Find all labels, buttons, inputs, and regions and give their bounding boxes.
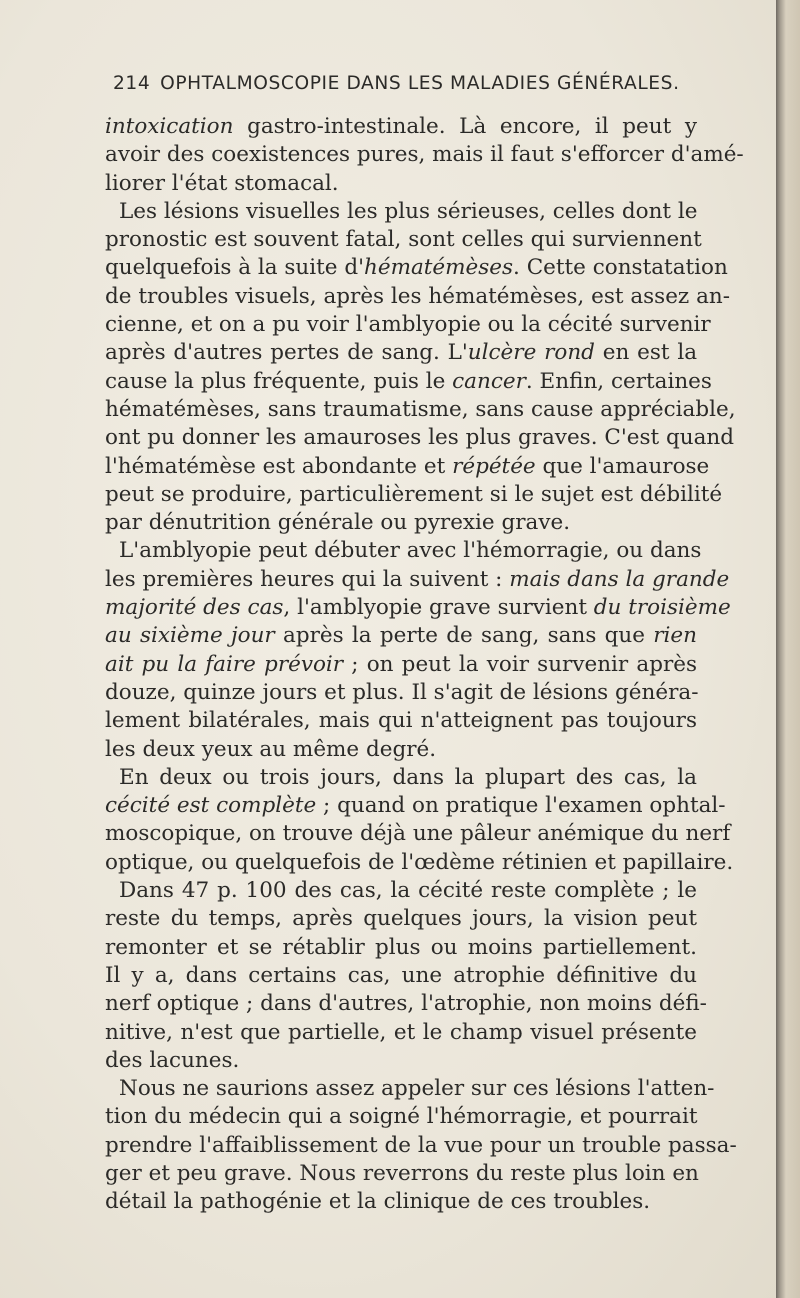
text-run: En deux ou trois jours, dans la plupart des cas, la — [119, 764, 697, 790]
running-title: OPHTALMOSCOPIE DANS LES MALADIES GÉNÉRALES. — [160, 72, 680, 94]
text-line — [105, 481, 723, 509]
text-run: cienne, et on a pu voir l'amblyopie ou la cécité survenir — [105, 312, 711, 338]
text-line — [105, 594, 731, 622]
text-line — [105, 339, 697, 367]
text-line — [105, 1160, 697, 1188]
text-run: après la perte de sang, sans que — [274, 623, 654, 649]
text-line — [105, 651, 697, 679]
text-line — [105, 537, 702, 565]
text-run: par dénutrition générale ou pyrexie grave. — [105, 510, 571, 536]
italic-text: cancer — [452, 368, 526, 394]
text-line — [105, 792, 726, 820]
text-line — [105, 283, 731, 311]
text-run: ont pu donner les amauroses les plus graves. C'est quand — [105, 425, 735, 451]
italic-text: rien — [653, 623, 697, 649]
text-line — [105, 254, 728, 282]
text-line — [105, 905, 697, 933]
text-line — [105, 707, 697, 735]
text-line — [105, 509, 697, 537]
text-line — [105, 1103, 697, 1131]
text-run: Dans 47 p. 100 des cas, la cécité reste complète ; le — [119, 878, 697, 904]
text-line — [105, 849, 734, 877]
italic-text: mais dans la grande — [509, 566, 730, 592]
text-line — [105, 934, 697, 962]
italic-text: intoxication — [105, 114, 234, 139]
text-run: pronostic est souvent fatal, sont celles qui surviennent — [105, 227, 702, 253]
text-run: de troubles visuels, après les hématémèses, est assez an- — [105, 283, 731, 309]
text-line — [105, 396, 736, 424]
text-run: après d'autres pertes de sang. L' — [105, 340, 468, 366]
text-line — [105, 226, 702, 254]
text-line — [105, 1188, 697, 1216]
text-line — [105, 1019, 697, 1047]
text-run: moscopique, on trouve déjà une pâleur anémique du nerf — [105, 821, 731, 847]
text-run: tion du médecin qui a soigné l'hémorragie, et pourrait — [105, 1104, 698, 1130]
body-text — [105, 113, 744, 1217]
text-run: hématémèses, sans traumatisme, sans cause appréciable, — [105, 396, 736, 422]
text-run: que l'amaurose — [535, 453, 710, 479]
text-run: gastro-intestinale. Là encore, il peut y — [233, 114, 697, 139]
text-run: ; quand on pratique l'examen ophtal- — [316, 793, 726, 819]
text-line — [105, 453, 710, 481]
running-header — [113, 72, 681, 94]
text-line — [105, 113, 697, 141]
text-run: remonter et se rétablir plus ou moins partiellement. — [105, 934, 697, 960]
text-run: . Enfin, certaines — [525, 368, 712, 394]
page-edge-shadow — [776, 0, 800, 1298]
text-run: prendre l'affaiblissement de la vue pour un trouble passa- — [105, 1132, 737, 1158]
text-run: ; on peut la voir survenir après — [343, 651, 698, 677]
text-line — [105, 311, 711, 339]
text-line — [105, 1047, 697, 1075]
text-line — [105, 736, 697, 764]
text-run: Nous ne saurions assez appeler sur ces lésions l'atten- — [119, 1076, 715, 1102]
text-run: optique, ou quelquefois de l'œdème rétinien et papillaire. — [105, 849, 734, 875]
text-run: Les lésions visuelles les plus sérieuses, celles dont le — [119, 198, 698, 224]
text-line — [105, 764, 697, 792]
text-line — [105, 424, 735, 452]
text-run: douze, quinze jours et plus. Il s'agit de lésions généra- — [105, 679, 699, 705]
text-run: avoir des coexistences pures, mais il faut s'efforcer d'amé- — [105, 142, 744, 168]
italic-text: du troisième — [593, 595, 731, 621]
text-line — [105, 1132, 737, 1160]
text-run: des lacunes. — [105, 1047, 240, 1073]
italic-text: cécité est complète — [105, 793, 317, 819]
text-run: en est la — [594, 340, 698, 366]
text-line — [105, 820, 731, 848]
italic-text: ulcère rond — [467, 340, 595, 366]
text-run: l'hématémèse est abondante et — [105, 453, 453, 479]
page-number: 214 — [113, 72, 151, 94]
text-run: nerf optique ; dans d'autres, l'atrophie, non moins défi- — [105, 991, 707, 1017]
text-run: détail la pathogénie et la clinique de ces troubles. — [105, 1189, 651, 1215]
italic-text: répétée — [452, 453, 536, 479]
text-run: les deux yeux au même degré. — [105, 736, 437, 762]
italic-text: au sixième jour — [105, 623, 275, 649]
text-line — [105, 962, 697, 990]
italic-text: hématémèses — [364, 255, 514, 281]
text-run: cause la plus fréquente, puis le — [105, 368, 453, 394]
text-run: Il y a, dans certains cas, une atrophie définitive du — [105, 962, 697, 988]
text-run: ger et peu grave. Nous reverrons du reste plus loin en — [105, 1160, 699, 1186]
text-line — [105, 198, 697, 226]
italic-text: majorité des cas — [105, 595, 284, 621]
text-run: reste du temps, après quelques jours, la vision peut — [105, 906, 697, 932]
text-line — [105, 622, 697, 650]
italic-text: ait pu la faire prévoir — [105, 651, 344, 677]
text-run: lement bilatérales, mais qui n'atteignent pas toujours — [105, 708, 697, 734]
text-run: , l'amblyopie grave survient — [283, 595, 594, 621]
text-run: . Cette constatation — [513, 255, 728, 281]
text-line — [105, 141, 744, 169]
text-line — [105, 170, 697, 198]
text-run: quelquefois à la suite d' — [105, 255, 364, 281]
text-run: peut se produire, particulièrement si le sujet est débilité — [105, 481, 723, 507]
text-run: nitive, n'est que partielle, et le champ visuel présente — [105, 1019, 697, 1045]
text-line — [105, 679, 697, 707]
text-line — [105, 1075, 715, 1103]
text-run: les premières heures qui la suivent : — [105, 566, 510, 592]
text-line — [105, 990, 707, 1018]
text-line — [105, 877, 697, 905]
text-run: liorer l'état stomacal. — [105, 170, 339, 196]
text-line — [105, 368, 712, 396]
text-line — [105, 566, 730, 594]
text-run: L'amblyopie peut débuter avec l'hémorragie, ou dans — [119, 538, 702, 564]
